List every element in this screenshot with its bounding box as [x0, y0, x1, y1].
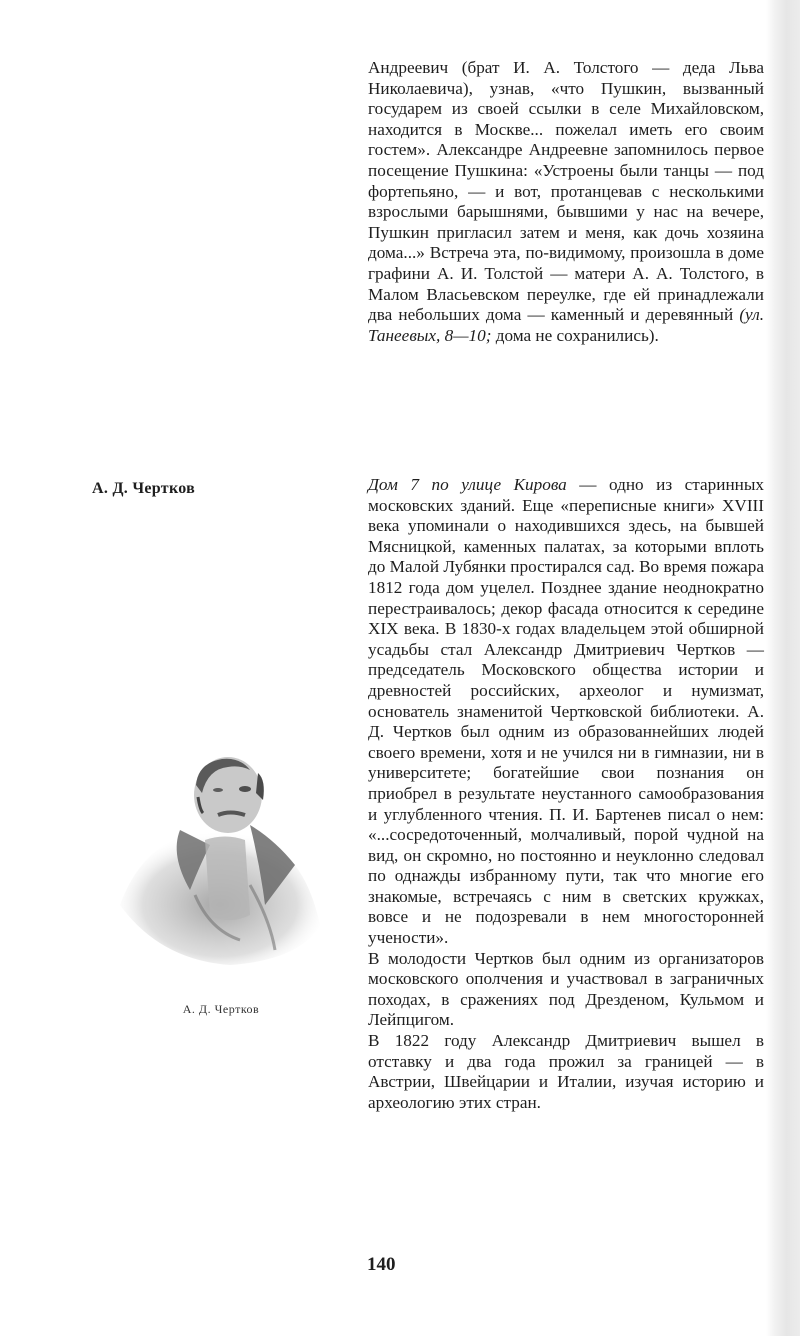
text-run: — одно из старинных московских зданий. Еще «переписные книги» XVIII века упоминали о находившихся здесь, на бывшей Мясницкой, каменных палатах, за которыми вплоть до Малой Лубянки простирался сад. Во время пожара 1812 года дом уцелел. Позднее здание неоднократно перестраивалось; декор фасада относится к середине XIX века. В 1830-х годах владельцем этой обширной усадьбы стал Александр Дмитриевич Чертков — председатель Московского общества истории и древностей российских, археолог и нумизмат, основатель знаменитой Чертковской библиотеки. А. Д. Чертков был одним из образованнейших людей своего времени, хотя и не учился ни в гимназии, ни в университете; богатейшие свои познания он приобрел в результате неустанного самообразования и углубленного чтения. П. И. Бартенев писал о нем: «...сосредоточенный, молчаливый, порой чудной на вид, он скромно, но постоянно и неуклонно следовал по однажды избранному пути, так что многие его знакомые, встречаясь с ним в светских кружках, вовсе и не подозревали в нем многосторонней учености». — [368, 475, 764, 948]
paragraph — [368, 58, 764, 346]
address-italic: Дом 7 по улице Кирова — [368, 475, 567, 494]
text-block-tolstoy — [368, 58, 764, 346]
text-run: В 1822 году Александр Дмитриевич вышел в отставку и два года прожил за границей — в Австрии, Швейцарии и Италии, изучая историю и археологию этих стран. — [368, 1031, 764, 1112]
text-run: дома не сохранились). — [491, 325, 659, 345]
portrait-caption: А. Д. Чертков — [182, 1002, 260, 1016]
address-italic: (ул. Танеевых, 8—10; — [368, 305, 764, 345]
page-edge-shadow — [766, 0, 800, 1336]
portrait-image — [100, 755, 340, 980]
paragraph — [368, 1031, 764, 1113]
text-run: В молодости Чертков был одним из организаторов московского ополчения и участвовал в заграничных походах, в сражениях под Дрезденом, Кульмом и Лейпцигом. — [368, 948, 764, 1030]
paragraph — [368, 949, 764, 1031]
paragraph — [368, 475, 764, 949]
section-heading-chertkov: А. Д. Чертков — [92, 480, 196, 497]
portrait-engraving-icon — [100, 755, 340, 980]
text-run: Андреевич (брат И. А. Толстого — деда Льва Николаевича), узнав, «что Пушкин, вызванный государем из своей ссылки в селе Михайловском, находится в Москве... пожелал иметь его своим гостем». Александре Андреевне запомнилось первое посещение Пушкина: «Устроены были танцы — под фортепьяно, — и вот, протанцевав с несколькими взрослыми барышнями, бывшими у нас на вечере, Пушкин пригласил затем и меня, как дочь хозяина дома...» Встреча эта, по-видимому, произошла в доме графини А. И. Толстой — матери А. А. Толстого, в Малом Власьевском переулке, где ей принадлежали два небольших дома — каменный и деревянный — [368, 58, 764, 325]
page-number: 140 — [367, 1254, 396, 1275]
text-block-chertkov — [368, 475, 764, 1113]
